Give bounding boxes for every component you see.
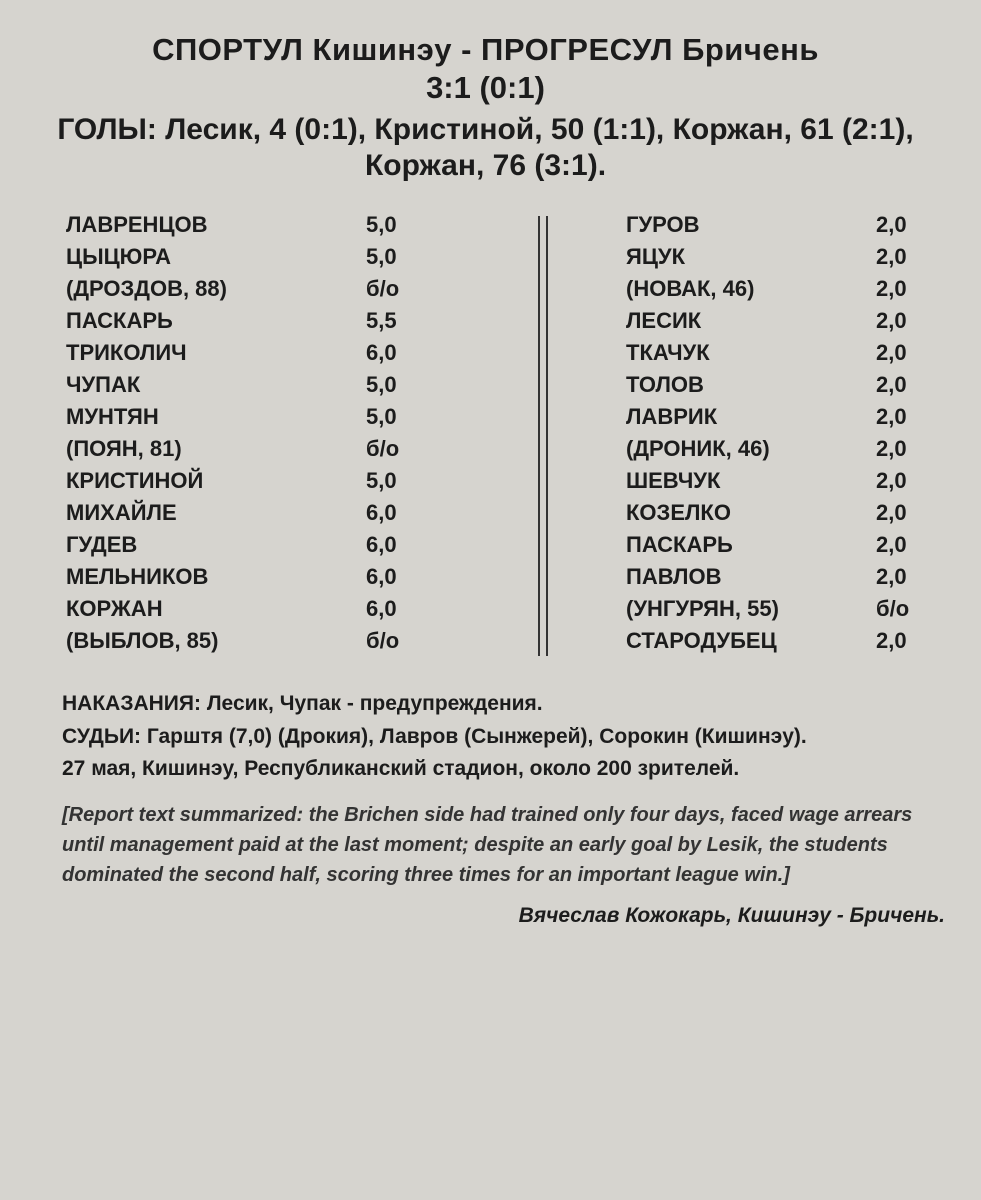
player-name: (ВЫБЛОВ, 85) bbox=[66, 628, 219, 653]
player-name: ТОЛОВ bbox=[626, 372, 704, 397]
player-rating: б/о bbox=[876, 596, 910, 621]
player-rating: 5,0 bbox=[366, 468, 397, 493]
player-name: (ДРОНИК, 46) bbox=[626, 436, 770, 461]
player-rating: 6,0 bbox=[366, 340, 397, 365]
byline: Вячеслав Кожокарь, Кишинэу - Бричень. bbox=[518, 903, 945, 927]
player-name: (ДРОЗДОВ, 88) bbox=[66, 276, 227, 301]
player-rating: 2,0 bbox=[876, 276, 907, 301]
player-name: ЛЕСИК bbox=[626, 308, 702, 333]
player-rating: б/о bbox=[366, 436, 400, 461]
player-name: ТРИКОЛИЧ bbox=[66, 340, 187, 365]
player-rating: 2,0 bbox=[876, 532, 907, 557]
player-rating: 2,0 bbox=[876, 564, 907, 589]
player-rating: 6,0 bbox=[366, 564, 397, 589]
player-rating: 5,0 bbox=[366, 404, 397, 429]
player-rating: 6,0 bbox=[366, 500, 397, 525]
player-rating: 2,0 bbox=[876, 244, 907, 269]
player-name: ЧУПАК bbox=[66, 372, 141, 397]
player-rating: б/о bbox=[366, 628, 400, 653]
player-name: ЯЦУК bbox=[626, 244, 685, 269]
player-name: ШЕВЧУК bbox=[626, 468, 721, 493]
report-summary: [Report text summarized: the Brichen side had trained only four days, faced wage arrears until management paid at the last moment; despite an early goal by Lesik, the students dominated the second half, scoring three times for an important league win.] bbox=[62, 803, 913, 886]
player-name: (ПОЯН, 81) bbox=[66, 436, 182, 461]
home-lineup bbox=[66, 212, 486, 660]
player-name: КРИСТИНОЙ bbox=[66, 468, 204, 493]
player-rating: 2,0 bbox=[876, 340, 907, 365]
player-name: МУНТЯН bbox=[66, 404, 159, 429]
player-name: КОРЖАН bbox=[66, 596, 163, 621]
player-rating: 5,0 bbox=[366, 212, 397, 237]
player-rating: 6,0 bbox=[366, 596, 397, 621]
player-name: ПАСКАРЬ bbox=[66, 308, 173, 333]
player-rating: 5,0 bbox=[366, 244, 397, 269]
player-name: СТАРОДУБЕЦ bbox=[626, 628, 777, 653]
player-name: ЦЫЦЮРА bbox=[66, 244, 171, 269]
player-name: МЕЛЬНИКОВ bbox=[66, 564, 209, 589]
column-divider bbox=[538, 216, 548, 656]
player-rating: б/о bbox=[366, 276, 400, 301]
match-notes bbox=[26, 688, 945, 932]
player-rating: 6,0 bbox=[366, 532, 397, 557]
player-rating: 2,0 bbox=[876, 468, 907, 493]
player-name: (НОВАК, 46) bbox=[626, 276, 755, 301]
match-header bbox=[26, 32, 945, 184]
match-score: 3:1 (0:1) bbox=[426, 70, 545, 105]
player-name: ЛАВРИК bbox=[626, 404, 718, 429]
player-name: ПАВЛОВ bbox=[626, 564, 722, 589]
player-name: КОЗЕЛКО bbox=[626, 500, 731, 525]
player-name: ПАСКАРЬ bbox=[626, 532, 733, 557]
away-lineup bbox=[626, 212, 956, 660]
player-rating: 2,0 bbox=[876, 308, 907, 333]
player-rating: 2,0 bbox=[876, 500, 907, 525]
referees-note: СУДЬИ: Гарштя (7,0) (Дрокия), Лавров (Сынжерей), Сорокин (Кишинэу). bbox=[62, 724, 807, 748]
player-rating: 2,0 bbox=[876, 212, 907, 237]
goals-line: ГОЛЫ: Лесик, 4 (0:1), Кристиной, 50 (1:1), Коржан, 61 (2:1), Коржан, 76 (3:1). bbox=[57, 113, 914, 182]
venue-note: 27 мая, Кишинэу, Республиканский стадион, около 200 зрителей. bbox=[62, 757, 740, 781]
player-name: ЛАВРЕНЦОВ bbox=[66, 212, 208, 237]
match-title: СПОРТУЛ Кишинэу - ПРОГРЕСУЛ Бричень bbox=[152, 32, 819, 67]
player-name: ГУРОВ bbox=[626, 212, 700, 237]
player-name: МИХАЙЛЕ bbox=[66, 500, 177, 525]
player-rating: 2,0 bbox=[876, 628, 907, 653]
player-rating: 2,0 bbox=[876, 404, 907, 429]
lineups bbox=[26, 212, 945, 672]
player-name: ТКАЧУК bbox=[626, 340, 710, 365]
player-rating: 2,0 bbox=[876, 372, 907, 397]
player-rating: 5,0 bbox=[366, 372, 397, 397]
player-rating: 2,0 bbox=[876, 436, 907, 461]
player-rating: 5,5 bbox=[366, 308, 397, 333]
player-name: (УНГУРЯН, 55) bbox=[626, 596, 779, 621]
player-name: ГУДЕВ bbox=[66, 532, 138, 557]
cards-note: НАКАЗАНИЯ: Лесик, Чупак - предупреждения. bbox=[62, 692, 543, 715]
